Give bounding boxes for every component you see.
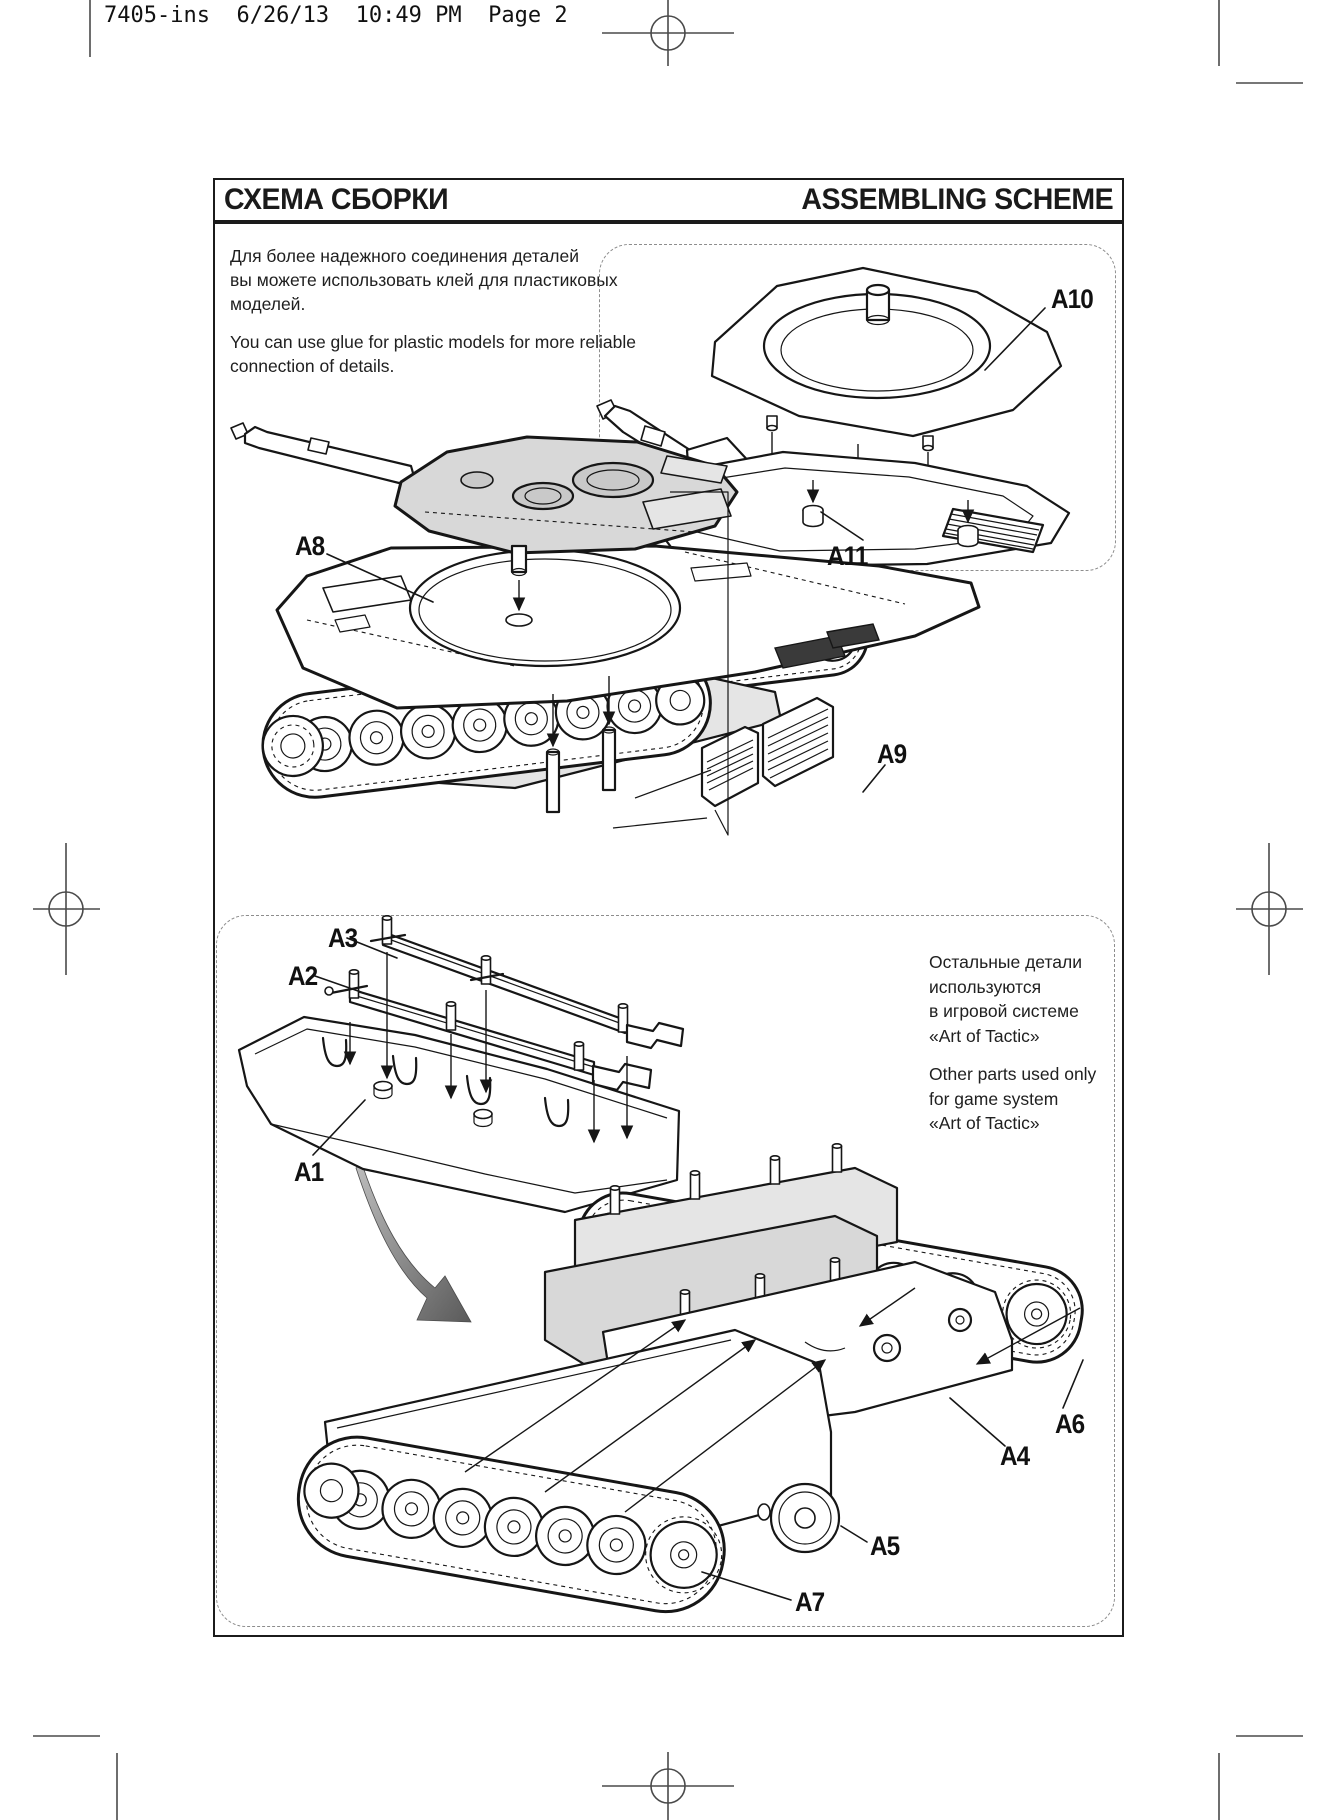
part-label-a3: A3 xyxy=(328,923,358,953)
aot-en-line: Other parts used only xyxy=(929,1064,1097,1084)
aot-ru-line: «Art of Tactic» xyxy=(929,1025,1040,1046)
glue-note-ru-line: моделей. xyxy=(230,294,306,314)
part-label-a1: A1 xyxy=(294,1157,324,1187)
part-label-a10: A10 xyxy=(1051,284,1093,314)
part-label-a8: A8 xyxy=(295,531,325,561)
scheme-title-english: ASSEMBLING SCHEME xyxy=(801,183,1113,216)
part-label-a7: A7 xyxy=(795,1587,825,1617)
assembly-diagram-art xyxy=(215,180,1121,1634)
print-header: 7405-ins 6/26/13 10:49 PM Page 2 xyxy=(104,3,568,28)
scheme-title-russian: СХЕМА СБОРКИ xyxy=(224,183,449,216)
part-label-a9: A9 xyxy=(877,739,907,769)
part-label-a2: A2 xyxy=(288,961,318,991)
part-label-a11: A11 xyxy=(827,541,868,571)
part-label-a6: A6 xyxy=(1055,1409,1085,1439)
aot-en-line: for game system xyxy=(929,1088,1059,1109)
assembling-scheme-panel xyxy=(213,178,1124,1637)
glue-note-ru-line: Для более надежного соединения деталей xyxy=(230,246,579,266)
aot-en-line: «Art of Tactic» xyxy=(929,1113,1040,1133)
aot-ru-line: используются xyxy=(929,976,1042,997)
aot-ru-line: в игровой системе xyxy=(929,1001,1079,1021)
part-label-a5: A5 xyxy=(870,1531,900,1561)
glue-note-en-line: You can use glue for plastic models for more reliable xyxy=(230,332,636,352)
art-of-tactic-note xyxy=(929,950,1096,1136)
part-label-a4: A4 xyxy=(1000,1441,1030,1471)
glue-note-ru-line: вы можете использовать клей для пластиковых xyxy=(230,270,618,290)
aot-ru-line: Остальные детали xyxy=(929,952,1082,972)
glue-note-en-line: connection of details. xyxy=(230,356,395,376)
